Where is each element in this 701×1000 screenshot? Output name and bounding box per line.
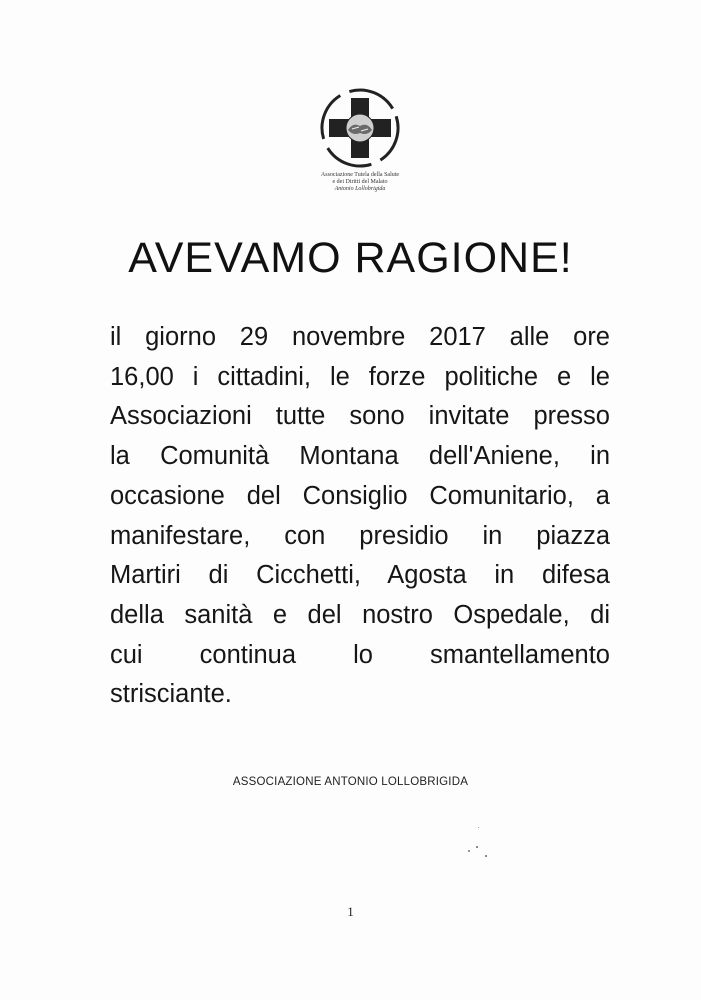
page-number: 1 (347, 904, 354, 919)
scan-speck (485, 855, 487, 857)
body-line: la Comunità Montana dell'Aniene, in (110, 442, 610, 471)
signature: ASSOCIAZIONE ANTONIO LOLLOBRIGIDA (232, 776, 469, 788)
body-line: Associazioni tutte sono invitate presso (110, 402, 610, 431)
body-line: strisciante. (110, 680, 232, 709)
body-line: della sanità e del nostro Ospedale, di (110, 600, 610, 629)
logo-caption-line: Associazione Tutela della Salute (320, 172, 400, 178)
body-line: il giorno 29 novembre 2017 alle ore (110, 323, 610, 351)
scan-speck (478, 827, 479, 828)
body-line: cui continua lo smantellamento (110, 640, 610, 669)
logo-caption-line: e dei Diritti del Malato (332, 179, 388, 185)
body-line: Martiri di Cicchetti, Agosta in difesa (110, 561, 610, 590)
logo-caption-signature: Antonio Lollobrigida (334, 186, 386, 192)
body-line: manifestare, con presidio in piazza (110, 521, 610, 550)
body-line: 16,00 i cittadini, le forze politiche e le (110, 362, 610, 391)
page-title: AVEVAMO RAGIONE! (128, 234, 573, 282)
scan-speck (468, 850, 470, 852)
announcement-body (110, 318, 610, 715)
cross-handshake-logo-icon (315, 88, 405, 178)
association-logo (315, 88, 405, 178)
scan-speck (476, 846, 478, 848)
logo-caption (290, 172, 430, 193)
body-line: occasione del Consiglio Comunitario, a (110, 481, 610, 510)
